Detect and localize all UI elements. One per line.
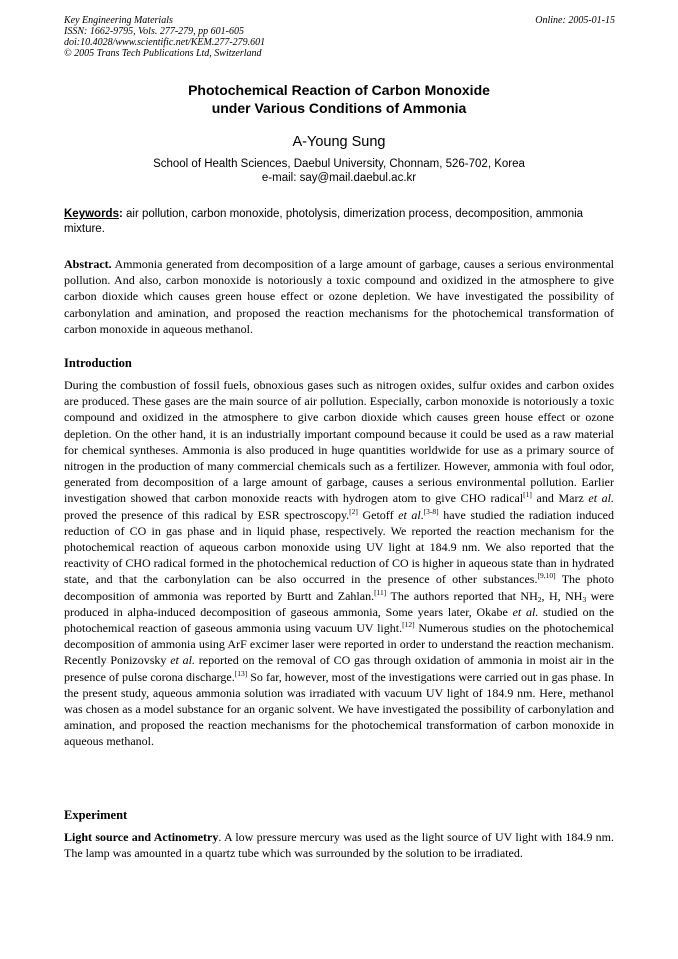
intro-text: were produced in alpha-induced decomposition of gaseous ammonia, Some years later, Okabe xyxy=(64,588,614,619)
et-al: et al xyxy=(398,507,421,522)
experiment-text: . A low pressure mercury was used as the light source of UV light with 184.9 nm. The lamp was amounted in a quartz tube which was surrounded by the solution to be irradiated. xyxy=(64,830,614,861)
introduction-paragraph xyxy=(64,377,614,750)
introduction-heading: Introduction xyxy=(64,356,132,370)
subscript: 3 xyxy=(582,594,587,604)
subscript: 2 xyxy=(537,594,542,604)
citation: [9,10] xyxy=(537,571,556,581)
keywords-text: air pollution, carbon monoxide, photolysis, dimerization process, decomposition, ammonia mixture. xyxy=(64,208,584,235)
keywords xyxy=(64,207,614,236)
intro-text: proved the presence of this radical by ESR spectroscopy. xyxy=(64,507,350,522)
intro-text: The photo decomposition of ammonia was reported by Burtt and Zahlan. xyxy=(64,572,614,603)
issn-line: ISSN: 1662-9795, Vols. 277-279, pp 601-605 xyxy=(64,26,244,37)
paper-title xyxy=(0,81,678,117)
et-al: et al. xyxy=(588,491,614,506)
journal-header xyxy=(64,15,265,59)
intro-text: During the combustion of fossil fuels, obnoxious gases such as nitrogen oxides, sulfur oxides and carbon oxides are produced. These gases are the main source of air pollution. Especially, carbon monoxide is notoriously a toxic compound and oxidized in the atmosphere to give carbon dioxide which causes green house effect or ozone depletion. On the other hand, it is an industrially important compound because it could be used as a raw material for chemical syntheses. Ammonia is also produced in huge quantities worldwide for use as a primary source of nitrogen in the production of many commercial chemicals such as a fertilizer. However, ammonia with foul odor, generated from decomposition of a large amount of garbage, causes a serious environmental pollution. Earlier investigation showed that carbon monoxide reacts with hydrogen atom to give CHO radical xyxy=(64,378,614,506)
citation: [1] xyxy=(523,490,532,500)
copyright-line: © 2005 Trans Tech Publications Ltd, Switzerland xyxy=(64,48,262,59)
intro-text: The authors reported that NH xyxy=(386,588,538,603)
abstract xyxy=(64,256,614,337)
affiliation-block xyxy=(0,157,678,185)
citation: [11] xyxy=(374,587,387,597)
citation: [3-8] xyxy=(423,506,439,516)
intro-text: Getoff xyxy=(357,507,399,522)
citation: [12] xyxy=(402,620,415,630)
citation: [2] xyxy=(349,506,358,516)
email: e-mail: say@mail.daebul.ac.kr xyxy=(261,172,417,184)
title-line-1: Photochemical Reaction of Carbon Monoxide xyxy=(188,82,490,98)
et-al: et al. xyxy=(170,653,195,668)
intro-text: have studied the radiation induced reduction of CO in gas phase and in liquid phase, respectively. We reported the reaction mechanism for the photochemical reaction of aqueous carbon monoxide using UV light at 184.9 nm. We also reported that the reactivity of CHO radical formed in the photochemical reduction of CO is higher in aqueous state than in hydrated state, and that the carbonylation can be also occurred in the presence of other substances. xyxy=(64,507,615,587)
experiment-paragraph xyxy=(64,829,614,861)
et-al: et al. xyxy=(512,604,539,619)
light-source-label: Light source and Actinometry xyxy=(64,830,219,844)
intro-text: reported on the removal of CO gas through oxidation of ammonia in moist air in the presence of pulse corona discharge. xyxy=(64,653,615,684)
title-line-2: under Various Conditions of Ammonia xyxy=(211,100,467,116)
citation: [13] xyxy=(234,668,248,678)
abstract-label: Abstract. xyxy=(64,257,112,271)
experiment-heading: Experiment xyxy=(64,808,128,822)
intro-text: , H, NH xyxy=(541,588,583,603)
keywords-colon: : xyxy=(118,208,123,220)
keywords-label: Keywords xyxy=(64,208,119,220)
online-date: Online: 2005-01-15 xyxy=(535,15,615,26)
abstract-text: Ammonia generated from decomposition of a large amount of garbage, causes a serious environmental pollution. And also, carbon monoxide is notoriously a toxic compound and oxidized in the atmosphere to give carbon dioxide which causes green house effect or ozone depletion. We have investigated the possibility of carbonylation and amination, and proposed the reaction mechanisms for the photochemical transformation of carbon monoxide in aqueous methanol. xyxy=(64,257,614,336)
affiliation: School of Health Sciences, Daebul University, Chonnam, 526-702, Korea xyxy=(153,158,525,170)
intro-text: studied on the photochemical reaction of gaseous ammonia using vacuum UV light. xyxy=(64,604,615,636)
journal-name: Key Engineering Materials xyxy=(64,15,173,26)
author-name: A-Young Sung xyxy=(292,134,386,150)
intro-text: Numerous studies on the photochemical decomposition of ammonia using ArF excimer laser were reported in order to understand the reaction mechanism. Recently Ponizovsky xyxy=(64,621,614,668)
doi-line: doi:10.4028/www.scientific.net/KEM.277-279.601 xyxy=(64,37,266,48)
intro-text: . xyxy=(420,507,424,522)
intro-text: and Marz xyxy=(531,491,589,506)
intro-text: So far, however, most of the investigations were carried out in gas phase. In the present study, aqueous ammonia solution was irradiated with vacuum UV light of 184.9 nm. Here, methanol was chosen as a model substance for an organic solvent. We have investigated the possibility of carbonylation and amination, and proposed the reaction mechanisms for the photochemical transformation of carbon monoxide in aqueous methanol. xyxy=(64,669,614,749)
